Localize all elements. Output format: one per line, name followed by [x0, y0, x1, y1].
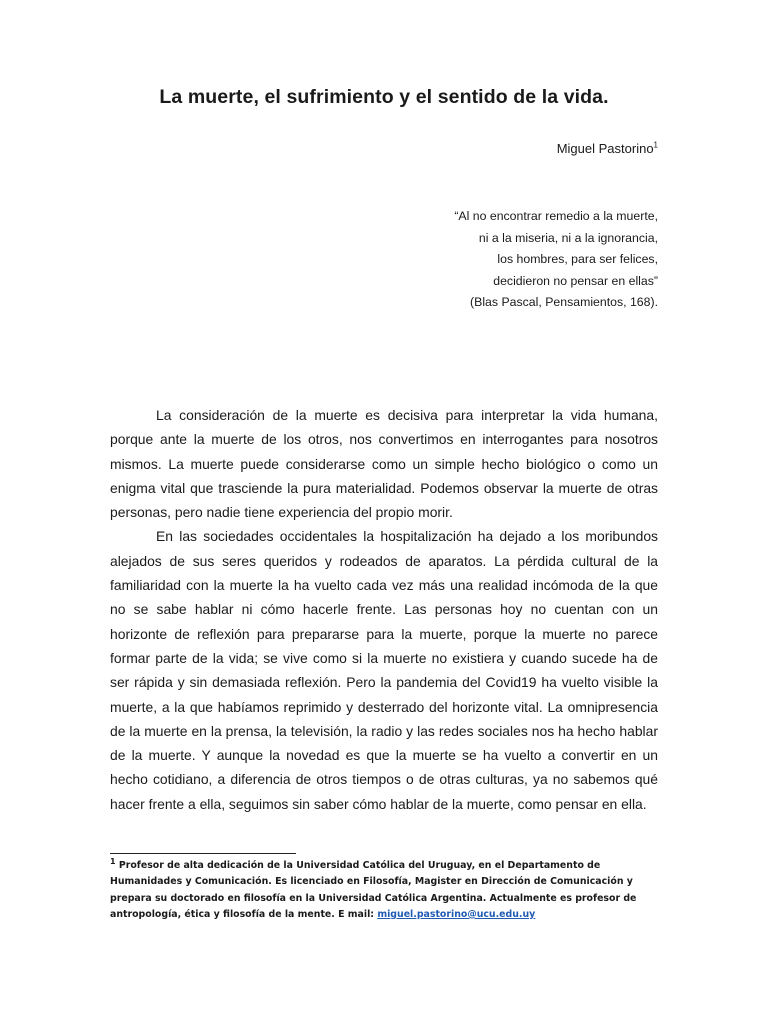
body-paragraph: En las sociedades occidentales la hospitalización ha dejado a los moribundos alejados de sus seres queridos y rodeados de aparatos. La pérdida cultural de la familiaridad con la muerte la ha vuelto cada vez más una realidad incómoda de la que no se sabe hablar ni cómo hacerle frente. Las personas hoy no cuentan con un horizonte de reflexión para prepararse para la muerte, porque la muerte no parece formar parte de la vida; se vive como si la muerte no existiera y cuando sucede ha de ser rápida y sin demasiada reflexión. Pero la pandemia del Covid19 ha vuelto visible la muerte, a la que habíamos reprimido y desterrado del horizonte vital. La omnipresencia de la muerte en la prensa, la televisión, la radio y las redes sociales nos ha hecho hablar de la muerte. Y aunque la novedad es que la muerte se ha vuelto a convertir en un hecho cotidiano, a diferencia de otros tiempos o de otras culturas, ya no sabemos qué hacer frente a ella, seguimos sin saber cómo hablar de la muerte, como pensar en ella.	[110, 528, 658, 812]
epigraph-line: decidieron no pensar en ellas”	[493, 273, 658, 288]
epigraph-citation: (Blas Pascal, Pensamientos, 168).	[470, 295, 658, 309]
epigraph-line: ni a la miseria, ni a la ignorancia,	[478, 230, 658, 245]
footnote-separator	[110, 853, 296, 854]
document-title: La muerte, el sufrimiento y el sentido de la vida.	[159, 86, 609, 108]
footnote-email-link[interactable]: miguel.pastorino@ucu.edu.uy	[377, 908, 536, 920]
epigraph	[454, 206, 658, 314]
footnote-text: Profesor de alta dedicación de la Universidad Católica del Uruguay, en el Departamento de Humanidades y Comunicación. Es licenciado en Filosofía, Magister en Dirección de Comunicación y prepara su doctorado en filosofía en la Universidad Católica Argentina. Actualmente es profesor de antropología, ética y filosofía de la mente. E mail:	[110, 860, 637, 920]
author-name: Miguel Pastorino	[556, 141, 654, 156]
body-text	[110, 403, 658, 816]
body-paragraph: La consideración de la muerte es decisiva para interpretar la vida humana, porque ante la muerte de los otros, nos convertimos en interrogantes para nosotros mismos. La muerte puede considerarse como un simple hecho biológico o como un enigma vital que trasciende la pura materialidad. Podemos observar la muerte de otras personas, pero nadie tiene experiencia del propio morir.	[110, 407, 658, 521]
footnote	[110, 858, 658, 923]
epigraph-line: “Al no encontrar remedio a la muerte,	[454, 209, 658, 223]
author-footnote-mark[interactable]: 1	[653, 140, 658, 150]
epigraph-line: los hombres, para ser felices,	[497, 252, 658, 266]
footnote-mark: 1	[110, 856, 116, 866]
author-line	[557, 141, 658, 156]
